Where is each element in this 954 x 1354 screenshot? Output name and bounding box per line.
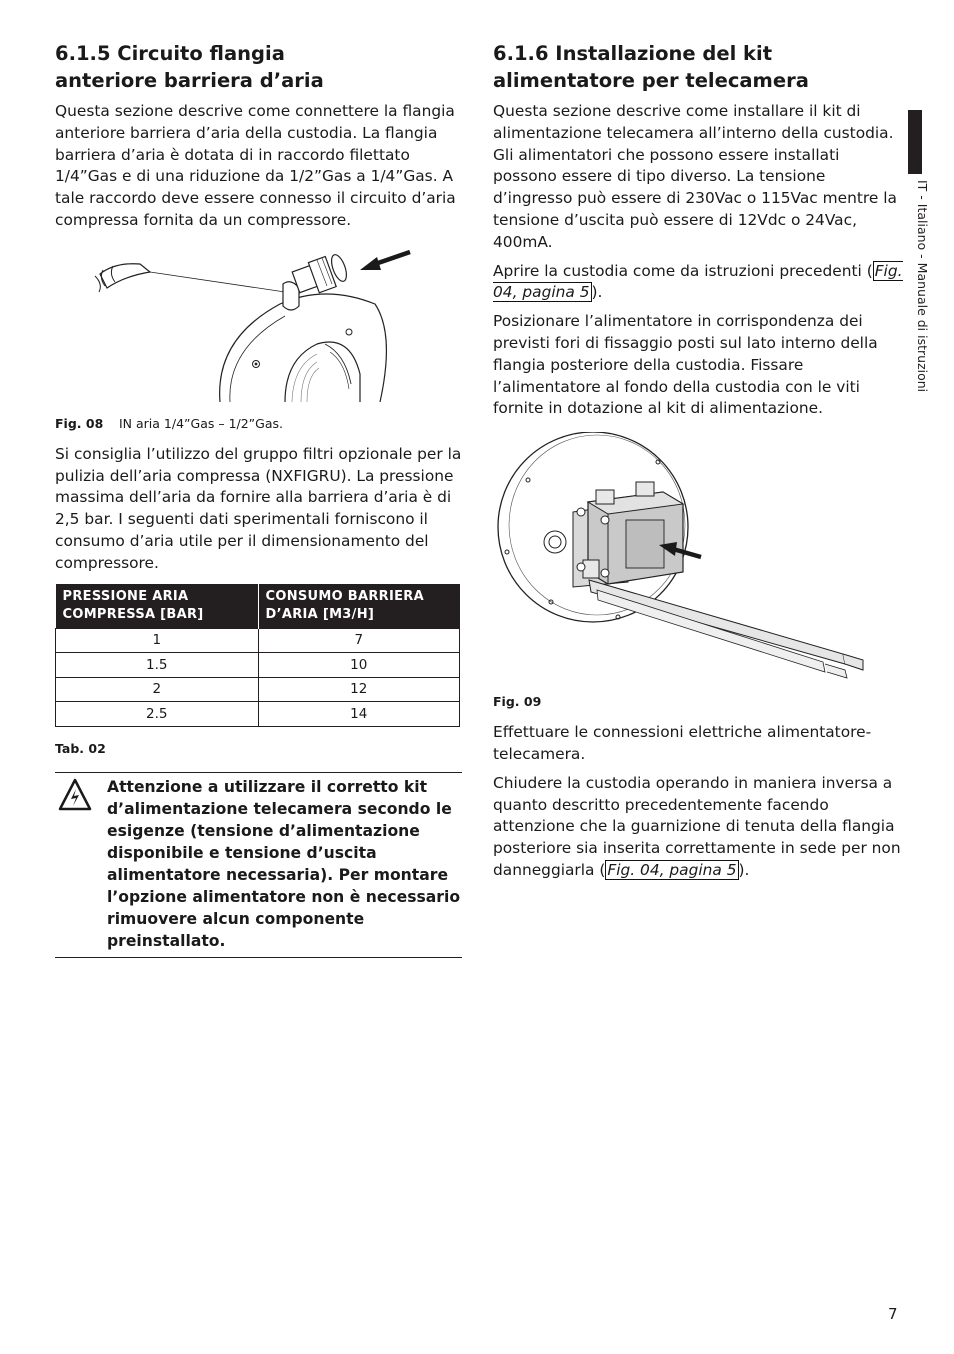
section-heading-6-1-5 <box>55 40 462 94</box>
table-cell: 12 <box>258 677 460 702</box>
table-cell: 7 <box>258 628 460 653</box>
heading-line-1: 6.1.5 Circuito flangia <box>55 42 285 65</box>
table-cell: 14 <box>258 702 460 727</box>
section-heading-6-1-6 <box>493 40 903 94</box>
open-housing-paragraph <box>493 261 903 305</box>
right-column <box>493 40 903 889</box>
intro-paragraph: Questa sezione descrive come connettere la flangia anteriore barriera d’aria della custodia. La flangia barriera d’aria è dotata di in raccordo filettato 1/4”Gas e di una riduzione da 1/2”Gas a 1/4”Gas. A tale raccordo deve essere connesso il circuito d’aria compressa fornita da un compressore. <box>55 102 456 229</box>
table-row <box>56 628 460 653</box>
close-housing-paragraph <box>493 773 903 882</box>
warning-box <box>55 772 462 958</box>
left-column <box>55 40 462 958</box>
heading-line-1: 6.1.6 Installazione del kit <box>493 42 773 65</box>
figure-08-caption-text: IN aria 1/4”Gas – 1/2”Gas. <box>119 415 283 431</box>
table-cell: 10 <box>258 653 460 678</box>
electrical-hazard-icon <box>58 778 92 812</box>
table-row <box>56 677 460 702</box>
heading-line-2: alimentatore per telecamera <box>493 69 809 92</box>
page-number: 7 <box>888 1305 898 1323</box>
table-row <box>56 702 460 727</box>
figure-08-flange-illustration <box>55 244 462 404</box>
heading-line-2: anteriore barriera d’aria <box>55 69 324 92</box>
side-tab-marker <box>908 110 922 174</box>
table-cell: 2 <box>56 677 259 702</box>
text: Chiudere la custodia operando in maniera inversa a quanto descritto precedentemente facendo attenzione che la guarnizione di tenuta della flangia posteriore sia inserita correttamente in sede per non danneggiarla ( <box>493 773 901 879</box>
table-header-pressure: PRESSIONE ARIA COMPRESSA [BAR] <box>56 584 259 629</box>
figure-08-label: Fig. 08 <box>55 415 104 431</box>
table-header-consumption: CONSUMO BARRIERA D’ARIA [M3/H] <box>258 584 460 629</box>
table-cell: 1 <box>56 628 259 653</box>
connections-paragraph: Effettuare le connessioni elettriche alimentatore-telecamera. <box>493 723 872 763</box>
table-cell: 1.5 <box>56 653 259 678</box>
position-supply-paragraph: Posizionare l’alimentatore in corrispondenza dei previsti fori di fissaggio posti sul lato interno della flangia posteriore della custodia. Fissare l’alimentatore al fondo della custodia con le viti fornite in dotazione al kit di alimentazione. <box>493 312 878 418</box>
figure-09-power-supply-illustration <box>493 432 883 682</box>
air-consumption-table <box>55 584 460 727</box>
table-row <box>56 653 460 678</box>
side-tab-label: IT - Italiano - Manuale di istruzioni <box>915 180 930 393</box>
figure-08-caption <box>55 416 462 432</box>
text: ). <box>738 860 750 879</box>
text: Aprire la custodia come da istruzioni precedenti ( <box>493 261 873 280</box>
figure-04-link[interactable]: Fig. 04, pagina 5 <box>607 860 737 879</box>
table-cell: 2.5 <box>56 702 259 727</box>
figure-04-link[interactable]: Fig. 04, pagina 5 <box>493 261 903 302</box>
table-02-label <box>55 741 462 757</box>
figure-09-caption <box>493 694 903 710</box>
text: ). <box>591 283 603 302</box>
power-supply-intro: Questa sezione descrive come installare il kit di alimentazione telecamera all’interno della custodia. Gli alimentatori che possono essere installati possono essere di tipo diverso. La tensione d’ingresso può essere di 230Vac o 115Vac mentre la tensione d’uscita può essere di 12Vdc o 24Vac, 400mA. <box>493 102 897 251</box>
figure-09-label: Fig. 09 <box>493 694 542 710</box>
warning-text: Attenzione a utilizzare il corretto kit d’alimentazione telecamera secondo le esigenze (tensione d’alimentazione disponibile e tensione d’uscita alimentatore necessaria). Per montare l’opzione alimentatore non è necessario rimuovere alcun componente preinstallato. <box>107 777 461 950</box>
table-label: Tab. 02 <box>55 740 106 756</box>
compressor-paragraph: Si consiglia l’utilizzo del gruppo filtri opzionale per la pulizia dell’aria compressa (NXFIGRU). La pressione massima dell’aria da fornire alla barriera d’aria è di 2,5 bar. I seguenti dati sperimentali forniscono il consumo d’aria utile per il dimensionamento del compressore. <box>55 444 462 572</box>
